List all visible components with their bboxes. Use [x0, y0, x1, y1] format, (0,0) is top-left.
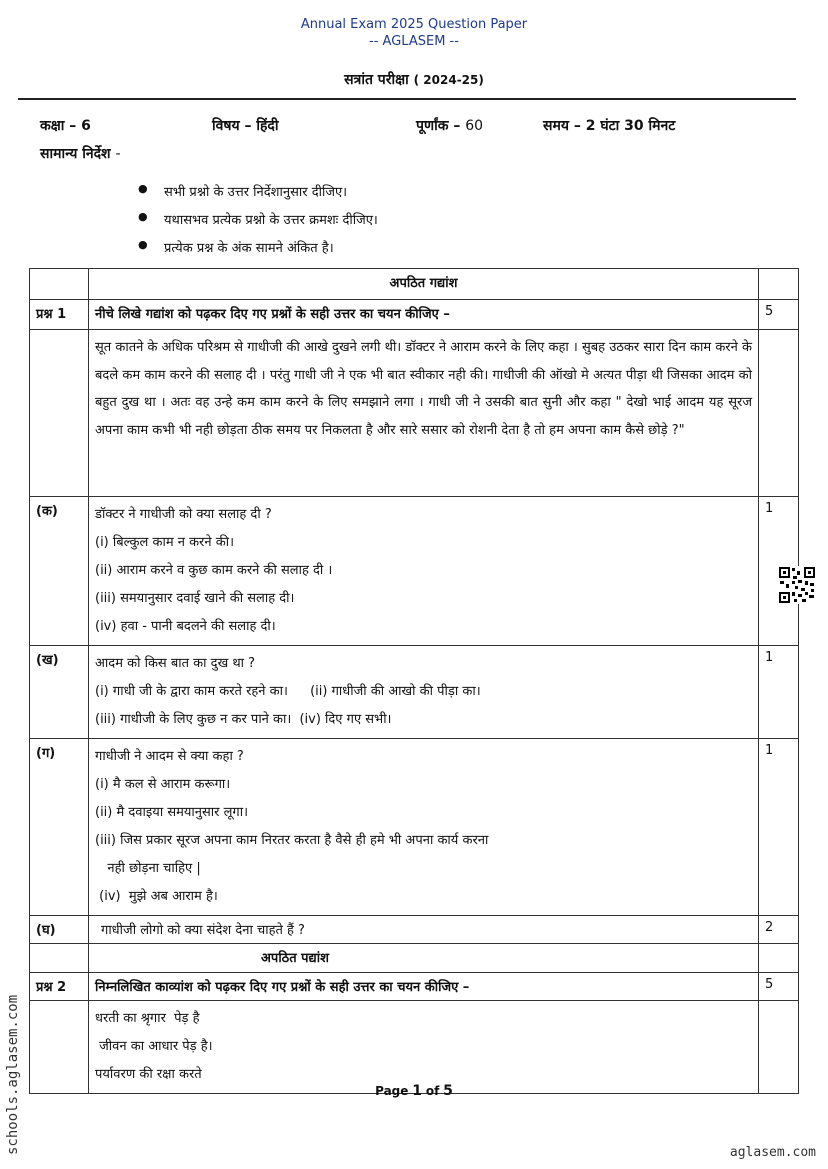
header-brand: -- AGLASEM -- — [369, 34, 459, 49]
class-info — [40, 116, 91, 135]
option: (ii) गाधीजी की आखो की पीड़ा का। — [310, 684, 481, 699]
option: (iii) जिस प्रकार सूरज अपना काम निरतर करता है वैसे ही हमे भी अपना कार्य करना — [95, 833, 489, 848]
subquestion-label: (क) — [30, 497, 89, 646]
question-text: निम्नलिखित काव्यांश को पढ़कर दिए गए प्रश्नों के सही उत्तर का चयन कीजिए – — [89, 973, 759, 1001]
option: (i) गाधी जी के द्वारा काम करते रहने का। — [95, 684, 288, 699]
instruction-item: ● यथासभव प्रत्येक प्रश्नो के उत्तर क्रमशः दीजिए। — [138, 210, 378, 238]
header-title: Annual Exam 2025 Question Paper — [300, 17, 528, 32]
subquestion-marks: 1 — [759, 497, 799, 646]
poem-line: पर्यावरण की रक्षा करते — [95, 1067, 202, 1082]
subquestion-label: (ग) — [30, 739, 89, 916]
exam-name: सत्रांत परीक्षा — [344, 72, 409, 88]
question-number: प्रश्न 1 — [30, 300, 89, 330]
section-row — [30, 269, 799, 300]
subquestion-text: डॉक्टर ने गाधीजी को क्या सलाह दी ? — [95, 507, 272, 522]
general-instructions-heading — [40, 144, 121, 163]
option: नही छोड़ना चाहिए | — [95, 861, 201, 876]
question-number: प्रश्न 2 — [30, 973, 89, 1001]
marks-value: 60 — [465, 118, 484, 134]
subquestion-marks: 1 — [759, 739, 799, 916]
class-value: 6 — [81, 118, 91, 134]
page-of: of — [425, 1084, 440, 1098]
instruction-item: ● प्रत्येक प्रश्न के अंक सामने अंकित है। — [138, 238, 378, 266]
subquestion-text: गाधीजी ने आदम से क्या कहा ? — [95, 749, 244, 764]
page-total: 5 — [443, 1083, 453, 1099]
page-footer — [0, 1083, 828, 1099]
subquestion-label: (ख) — [30, 646, 89, 739]
prose-passage: सूत कातने के अधिक परिश्रम से गाधीजी की आखे दुखने लगी थी। डॉक्टर ने आराम करने के लिए कहा । सुबह उठकर सारा दिन काम करने के बदले कम काम करने की सलाह दी । परंतु गाधी जी ने एक भी बात स्वीकार नही की। गाधीजी की ऑखो मे अत्यत पीड़ा थी जिसका आदम को बहुत दुख था । अतः वह उन्हे कम काम करने के लिए समझाने लगा । गाधी जी ने उसकी बात सुनी और कहा " देखो भाई आदम यह सूरज अपना काम कभी भी नही छोड़ता ठीक समय पर निकलता है और सारे ससार को रोशनी देता है तो हम अपना काम कैसे छोड़े ?" — [89, 330, 759, 497]
subquestion-marks: 2 — [759, 916, 799, 944]
passage-row — [30, 330, 799, 497]
subquestion-text: आदम को किस बात का दुख था ? — [95, 656, 256, 671]
side-watermark: schools.aglasem.com — [5, 994, 21, 1155]
exam-year: ( 2024-25) — [413, 73, 484, 87]
subquestion-marks: 1 — [759, 646, 799, 739]
option: (i) मै कल से आराम करूगा। — [95, 777, 231, 792]
section-title: अपठित गद्यांश — [89, 269, 759, 300]
question-row — [30, 300, 799, 330]
header-rule — [18, 98, 796, 100]
subquestion-row — [30, 497, 799, 646]
page-label: Page — [375, 1084, 409, 1098]
time-info — [543, 116, 675, 135]
subquestion-row — [30, 646, 799, 739]
question-table — [29, 268, 799, 1094]
class-label: कक्षा – — [40, 118, 77, 134]
poem-row — [30, 1001, 799, 1094]
general-label: सामान्य निर्देश — [40, 146, 111, 162]
subject-value: हिंदी — [256, 118, 279, 134]
subject-info — [212, 116, 279, 135]
question-row — [30, 973, 799, 1001]
subquestion-row — [30, 739, 799, 916]
question-marks: 5 — [759, 300, 799, 330]
general-dash: - — [115, 146, 121, 162]
page-number: 1 — [412, 1083, 422, 1099]
option: (ii) मै दवाइया समयानुसार लूगा। — [95, 805, 249, 820]
option: (iv) दिए गए सभी। — [299, 712, 392, 727]
subquestion-label: (घ) — [30, 916, 89, 944]
poem-line: जीवन का आधार पेड़ है। — [95, 1039, 213, 1054]
option: (iii) गाधीजी के लिए कुछ न कर पाने का। — [95, 712, 292, 727]
instruction-item: ● सभी प्रश्नो के उत्तर निर्देशानुसार दीजिए। — [138, 182, 378, 210]
subquestion-row — [30, 916, 799, 944]
option: (iii) समयानुसार दवाई खाने की सलाह दी। — [95, 591, 295, 606]
question-text: नीचे लिखे गद्यांश को पढ़कर दिए गए प्रश्नों के सही उत्तर का चयन कीजिए – — [89, 300, 759, 330]
option: (iv) हवा - पानी बदलने की सलाह दी। — [95, 619, 276, 634]
option: (ii) आराम करने व कुछ काम करने की सलाह दी । — [95, 563, 333, 578]
instructions-list — [138, 182, 378, 266]
bottom-watermark: aglasem.com — [729, 1145, 816, 1160]
section-title: अपठित पद्यांश — [89, 944, 759, 973]
subquestion-text: गाधीजी लोगो को क्या संदेश देना चाहते हैं ? — [89, 916, 759, 944]
option: (i) बिल्कुल काम न करने की। — [95, 535, 235, 550]
time-value: 2 घंटा 30 मिनट — [585, 118, 676, 134]
section-row — [30, 944, 799, 973]
time-label: समय – — [543, 118, 581, 134]
exam-title — [0, 70, 828, 89]
marks-info — [416, 116, 483, 135]
qr-code-icon — [778, 566, 816, 604]
poem-line: धरती का श्रृगार पेड़ है — [95, 1011, 200, 1026]
option: (iv) मुझे अब आराम है। — [95, 889, 218, 904]
subject-label: विषय – — [212, 118, 252, 134]
marks-label: पूर्णांक – — [416, 118, 461, 134]
question-marks: 5 — [759, 973, 799, 1001]
